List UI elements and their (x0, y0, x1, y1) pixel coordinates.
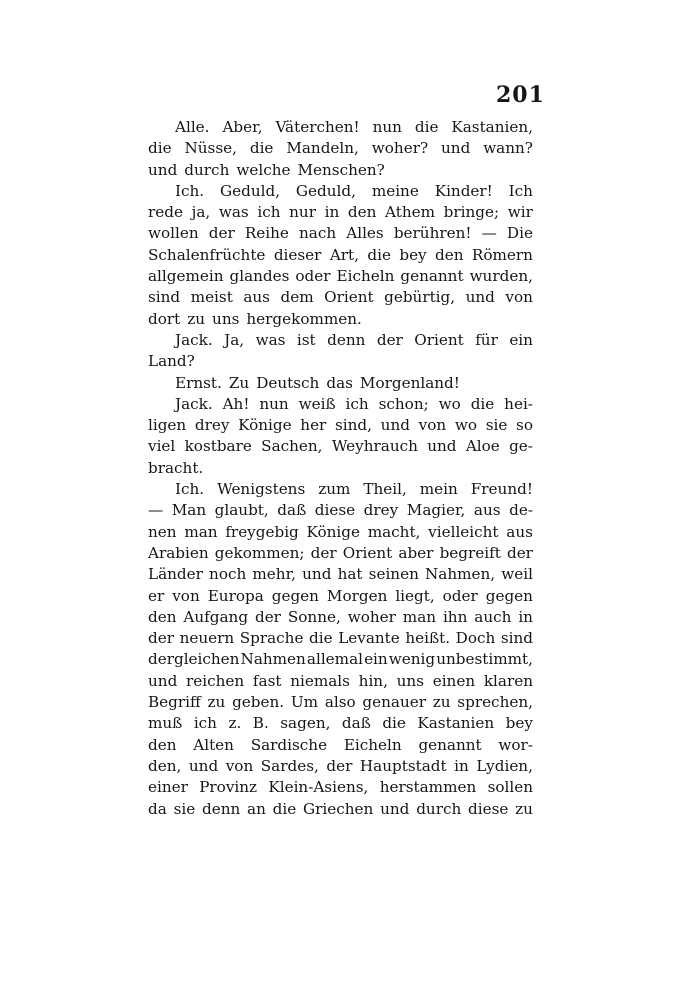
text-line: dergleichen Nahmen allemal ein wenig unbestimmt, (148, 650, 533, 669)
text-line: der neuern Sprache die Levante heißt. Doch sind (148, 629, 533, 648)
text-line: dort zu uns hergekommen. (148, 309, 362, 328)
text-line: Alle. Aber, Väterchen! nun die Kastanien, (175, 118, 533, 136)
text-line: nen man freygebig Könige macht, vielleicht aus (148, 522, 533, 541)
text-line: Ich. Wenigstens zum Theil, mein Freund! (175, 480, 533, 499)
text-line: allgemein glandes oder Eicheln genannt wurden, (148, 267, 533, 286)
text-line: den, und von Sardes, der Hauptstadt in Lydien, (148, 756, 533, 775)
body-text (148, 117, 533, 820)
text-line: Arabien gekommen; der Orient aber begreift der (148, 543, 533, 562)
text-line: muß ich z. B. sagen, daß die Kastanien bey (148, 714, 533, 733)
text-line: Schalenfrüchte dieser Art, die bey den Römern (148, 245, 533, 264)
text-line: Begriff zu geben. Um also genauer zu sprechen, (148, 693, 533, 712)
text-line: rede ja, was ich nur in den Athem bringe; wir (148, 203, 533, 222)
page-number: 201 (496, 82, 545, 108)
text-line: Ich. Geduld, Geduld, meine Kinder! Ich (175, 181, 533, 200)
text-line: wollen der Reihe nach Alles berühren! — Die (148, 224, 533, 243)
text-line: einer Provinz Klein-Asiens, herstammen sollen (148, 778, 533, 797)
text-line: Jack. Ah! nun weiß ich schon; wo die hei- (175, 394, 533, 413)
text-line: Land? (148, 352, 195, 371)
text-line: und durch welche Menschen? (148, 160, 385, 179)
text-line: den Aufgang der Sonne, woher man ihn auch in (148, 607, 533, 626)
text-line: Jack. Ja, was ist denn der Orient für ein (175, 330, 533, 349)
text-line: viel kostbare Sachen, Weyhrauch und Aloe ge- (148, 437, 533, 456)
text-line: Länder noch mehr, und hat seinen Nahmen, weil (148, 565, 533, 584)
text-line: sind meist aus dem Orient gebürtig, und von (148, 288, 533, 307)
text-line: Ernst. Zu Deutsch das Morgenland! (175, 373, 460, 392)
text-line: er von Europa gegen Morgen liegt, oder gegen (148, 586, 533, 605)
text-line: — Man glaubt, daß diese drey Magier, aus de- (148, 501, 533, 520)
text-line: den Alten Sardische Eicheln genannt wor- (148, 735, 533, 754)
text-line: bracht. (148, 458, 204, 477)
text-line: und reichen fast niemals hin, uns einen klaren (148, 671, 533, 690)
text-line: ligen drey Könige her sind, und von wo sie so (148, 416, 533, 435)
text-line: die Nüsse, die Mandeln, woher? und wann? (148, 139, 533, 158)
text-line: da sie denn an die Griechen und durch diese zu (148, 799, 533, 818)
